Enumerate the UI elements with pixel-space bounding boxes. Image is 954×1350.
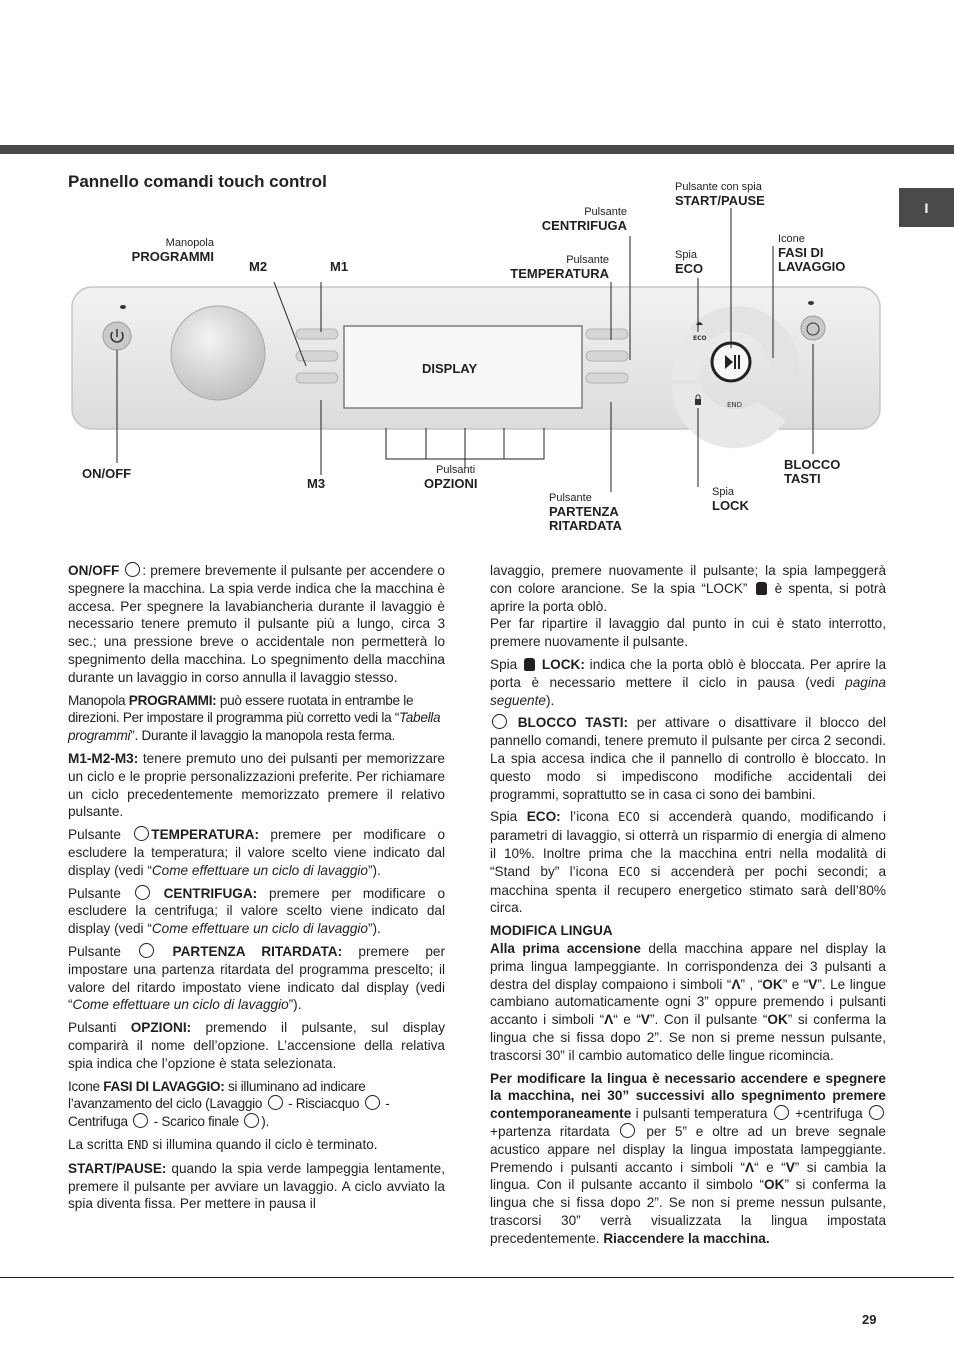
spin-icon [133, 1113, 148, 1128]
rinse-icon [365, 1095, 380, 1110]
para-partenza: Pulsante PARTENZA RITARDATA: premere per impostare una partenza ritardata del programma prescelto; il valore del ritardo impostato viene indicato dal display (vedi “Come effettuare un ciclo di lavaggio”). [68, 943, 446, 1013]
partenza-button [586, 373, 628, 383]
para-eco: Spia ECO: l’icona ECO si accenderà quando, modificando i parametri di lavaggio, si otterrà un risparmio di energia di almeno il 10%. Inoltre prima che la macchina entri nella modalità di “Stand by” l’icona ECO si accenderà per pochi secondi; a macchina spenta il recupero energetico stimato sarà dell’80% circa. [490, 809, 887, 916]
temperatura-button [586, 351, 628, 361]
onoff-led [120, 305, 126, 309]
label-fasi: Icone FASI DI LAVAGGIO [778, 233, 846, 274]
page-title: Pannello comandi touch control [68, 172, 327, 191]
delay-clock-icon [620, 1123, 635, 1138]
right-column [490, 562, 886, 1252]
wash-icon [268, 1095, 283, 1110]
label-start-pause: Pulsante con spia START/PAUSE [675, 181, 765, 208]
para-start-pause: START/PAUSE: quando la spia verde lampeggia lentamente, premere il pulsante per avviare un lavaggio. A ciclo avviato la spia diventa fissa. Per mettere in pausa il [68, 1160, 445, 1212]
left-column [68, 562, 445, 1218]
bottom-rule [0, 1277, 954, 1278]
label-opzioni: Pulsanti OPZIONI [424, 464, 478, 491]
delay-clock-icon [139, 943, 154, 958]
para-fasi: Icone FASI DI LAVAGGIO: si illuminano ad indicare l’avanzamento del ciclo (Lavaggio - Risciacquo - Centrifuga - Scarico finale ). [68, 1078, 390, 1130]
label-onoff: ON/OFF [82, 466, 132, 481]
lock-icon [756, 582, 767, 595]
label-centrifuga: Pulsante CENTRIFUGA [541, 206, 627, 233]
para-onoff: ON/OFF : premere brevemente il pulsante per accendere o spegnere la macchina. La spia verde indica che la macchina è accesa. Per spegnere la lavabiancheria durante il lavaggio è necessario tenere premuto il pulsante più a lungo, circa 3 sec.; una pressione breve o accidentale non permetterà lo spegnimento della macchina. Lo spegnimento della macchina durante un lavaggio in corso annulla il lavaggio stesso. [68, 563, 445, 685]
para-temperatura: Pulsante TEMPERATURA: premere per modificare o escludere la temperatura; il valore scelto viene indicato dal display (vedi “Come effettuare un ciclo di lavaggio”). [68, 827, 446, 878]
label-temperatura: Pulsante TEMPERATURA [510, 254, 609, 281]
page-number: 29 [862, 1312, 877, 1327]
label-eco: Spia ECO [675, 249, 704, 276]
label-m1: M1 [330, 259, 349, 274]
para-modifica-lingua: Per modificare la lingua è necessario accendere e spegnere la macchina, nei 30” successivi allo spegnimento premere contemporaneamente i pulsanti temperatura +centrifuga +partenza ritardata per 5” e oltre ad un breve segnale acustico appare nel display la lingua impostata lampeggiante. Premendo i pulsanti accanto i simboli “Λ“ e “V” si cambia la lingua. Con il pulsante accanto il simbolo “OK” si conferma la lingua che si fissa dopo 2”. Se non si preme nessun pulsante, trascorsi 30” verrà visualizzata la lingua impostata precedentemente. Riaccendere la macchina. [490, 1070, 887, 1246]
para-end: La scritta END si illumina quando il ciclo è terminato. [68, 1136, 378, 1152]
svg-text:ECO: ECO [693, 335, 707, 342]
label-lock: Spia LOCK [712, 486, 749, 513]
para-programmi: Manopola PROGRAMMI: può essere ruotata in entrambe le direzioni. Per impostare il programma più corretto vedi la “Tabella programmi”. Durante il lavaggio la manopola resta ferma. [68, 692, 441, 744]
end-icon: END [727, 401, 743, 409]
drain-icon [244, 1113, 259, 1128]
thermometer-icon [134, 826, 149, 841]
thermometer-icon [774, 1105, 789, 1120]
spin-icon [135, 885, 150, 900]
m3-button [296, 373, 338, 383]
para-m1m2m3: M1-M2-M3: tenere premuto uno dei pulsanti per memorizzare un ciclo e le proprie personalizzazioni preferite. Per richiamare un ciclo precedentemente memorizzato premere il relativo pulsante. [68, 750, 445, 820]
para-opzioni: Pulsanti OPZIONI: premendo il pulsante, sul display comparirà il nome dell’opzione. L’accensione della relativa spia indica che l’opzione è stata selezionata. [68, 1020, 446, 1071]
para-pause-cont: lavaggio, premere nuovamente il pulsante; la spia lampeggerà con colore arancione. Se la spia “LOCK” è spenta, si potrà aprire la porta oblò. [490, 563, 887, 614]
label-display: DISPLAY [422, 361, 478, 376]
language-tab: I [899, 188, 954, 227]
program-knob [171, 306, 265, 400]
child-face-icon [492, 714, 507, 729]
para-prima-accensione: Alla prima accensione della macchina appare nel display la prima lingua lampeggiante. In corrispondenza dei 3 pulsanti a destra del display compaiono i simboli “Λ” , “OK” e “V”. Le lingue cambiano automaticamente ogni 3” oppure premendo i pulsanti accanto i simboli “Λ“ e “V”. Con il pulsante “OK” si conferma la lingua che si fissa dopo 2”. Se non si preme nessun pulsante, trascorsi 30” il cambio automatico delle lingue ricomincia. [490, 940, 887, 1063]
label-blocco: BLOCCO TASTI [784, 457, 841, 486]
label-partenza: Pulsante PARTENZA RITARDATA [549, 492, 622, 533]
para-lock: Spia LOCK: indica che la porta oblò è bloccata. Per aprire la porta è necessario mettere il ciclo in pausa (vedi pagina seguente). [490, 656, 887, 708]
para-modifica-lingua-heading: MODIFICA LINGUA [490, 923, 613, 939]
label-programmi: Manopola PROGRAMMI [131, 237, 214, 264]
para-centrifuga: Pulsante CENTRIFUGA: premere per modificare o escludere la centrifuga; il valore scelto viene indicato dal display (vedi “Come effettuare un ciclo di lavaggio”). [68, 885, 446, 937]
label-m3: M3 [307, 476, 326, 491]
label-m2: M2 [249, 259, 268, 274]
power-icon [125, 562, 140, 577]
lock-icon [524, 658, 535, 671]
child-lock-button [801, 316, 825, 340]
para-restart: Per far ripartire il lavaggio dal punto in cui è stato interrotto, premere nuovamente il pulsante. [490, 616, 886, 650]
spin-icon [869, 1105, 884, 1120]
centrifuga-button [586, 329, 628, 339]
m1-button [296, 329, 338, 339]
para-blocco: BLOCCO TASTI: per attivare o disattivare il blocco del pannello comandi, tenere premuto il pulsante per circa 2 secondi. La spia accesa indica che il pannello di controllo è bloccato. In questo modo si impediscono modifiche accidentali dei programmi, soprattutto se in casa ci sono dei bambini. [490, 715, 887, 802]
